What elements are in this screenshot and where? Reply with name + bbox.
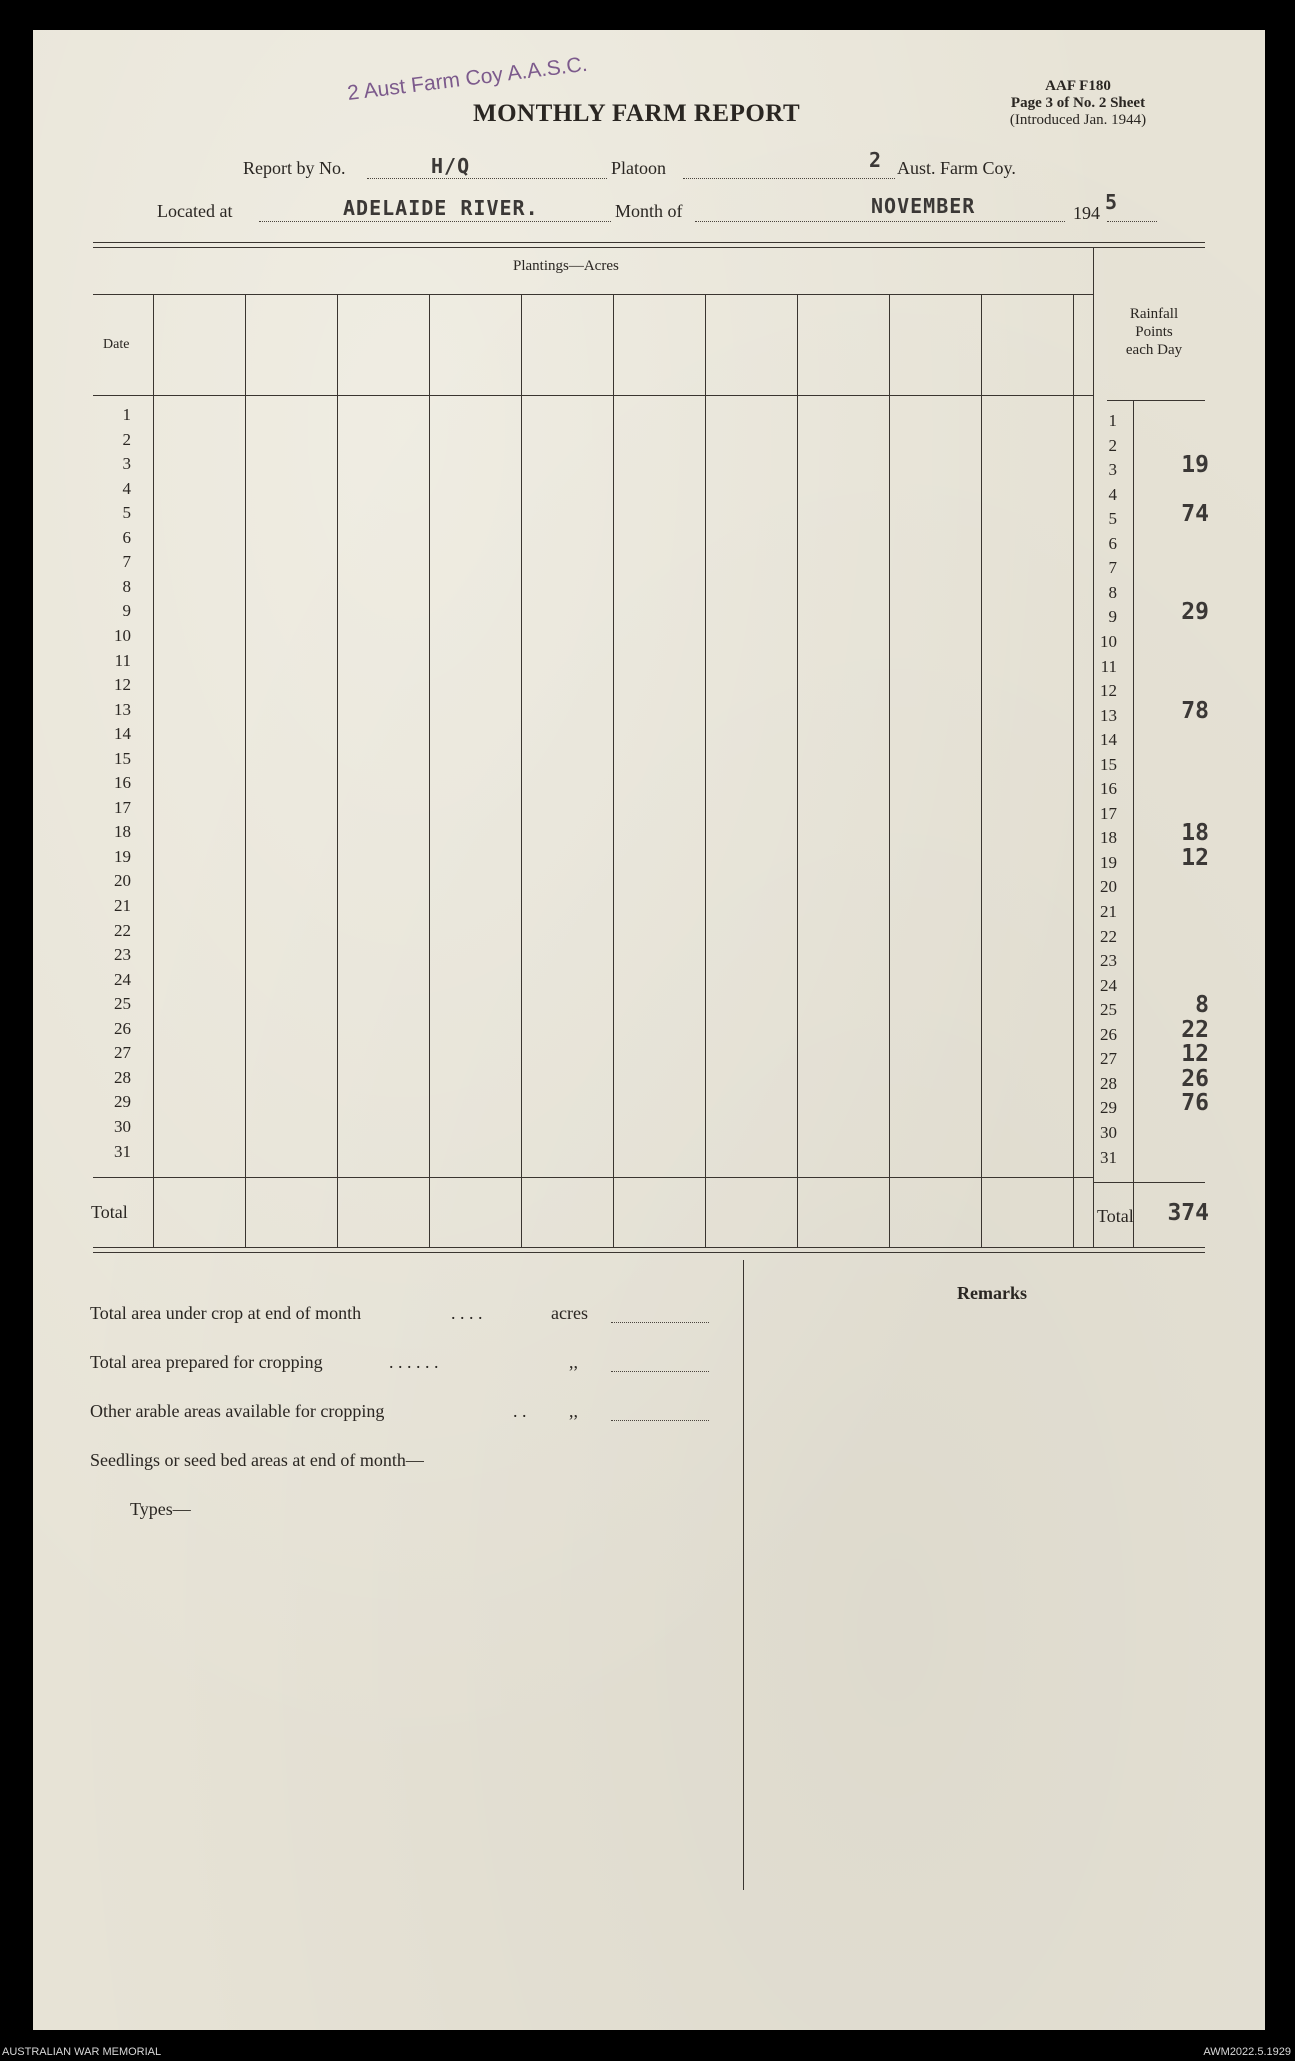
table-bottom-rule-2: [93, 1252, 1205, 1253]
col-line: [521, 294, 522, 1247]
summary-line-2-dots: . . . . . .: [389, 1352, 439, 1372]
plantings-header: Plantings—Acres: [513, 258, 619, 274]
rain-date-row-label: 10: [1100, 631, 1117, 651]
year-prefix: 194: [1073, 203, 1100, 223]
summary-line-3-blank[interactable]: [611, 1420, 709, 1421]
rainfall-value[interactable]: 12: [1181, 1041, 1209, 1068]
rain-date-row-label: 22: [1100, 926, 1117, 946]
rain-date-row-label: 3: [1108, 460, 1117, 480]
rain-date-row-label: 29: [1100, 1098, 1117, 1118]
rain-date-row-label: 23: [1100, 951, 1117, 971]
date-row-label: 28: [114, 1067, 131, 1087]
table-top-rule: [93, 242, 1205, 243]
col-line: [245, 294, 246, 1247]
col-line: [705, 294, 706, 1247]
date-row-label: 13: [114, 699, 131, 719]
summary-line-4: Seedlings or seed bed areas at end of month—: [90, 1450, 424, 1470]
rain-date-row-label: 19: [1100, 852, 1117, 872]
rain-date-row-label: 1: [1108, 411, 1117, 430]
date-row-label: 31: [114, 1141, 131, 1161]
footer-right: AWM2022.5.1929: [1203, 2046, 1291, 2058]
rainfall-value[interactable]: 19: [1181, 452, 1209, 479]
date-header: Date: [103, 337, 130, 352]
date-row-label: 26: [114, 1018, 131, 1038]
summary-line-1-blank[interactable]: [611, 1322, 709, 1323]
rain-date-row-label: 14: [1100, 730, 1117, 750]
form-code: AAF F180: [1045, 78, 1111, 94]
date-row-label: 2: [122, 429, 131, 449]
date-row-label: 29: [114, 1092, 131, 1112]
date-row-label: 12: [114, 675, 131, 695]
header-bottom-rule: [93, 395, 1093, 396]
year-dots: [1107, 221, 1157, 222]
rain-date-row-label: 30: [1100, 1122, 1117, 1142]
rain-date-row-label: 31: [1100, 1147, 1117, 1167]
date-row-label: 1: [122, 405, 131, 424]
located-dots: [259, 221, 611, 222]
date-row-label: 27: [114, 1043, 131, 1063]
rain-date-row-label: 4: [1108, 484, 1117, 504]
rain-total-value[interactable]: 374: [1167, 1200, 1209, 1226]
summary-line-1-unit: acres: [551, 1303, 588, 1323]
rain-date-row-label: 13: [1100, 705, 1117, 725]
rainfall-value[interactable]: 29: [1181, 599, 1209, 626]
rain-date-row-label: 18: [1100, 828, 1117, 848]
date-row-label: 18: [114, 822, 131, 842]
rain-date-row-label: 9: [1108, 607, 1117, 627]
remarks-divider: [743, 1260, 744, 1890]
rain-date-row-label: 20: [1100, 877, 1117, 897]
rainfall-value[interactable]: 18: [1181, 820, 1209, 847]
rain-date-row-label: 11: [1100, 656, 1117, 676]
date-row-label: 21: [114, 896, 131, 915]
summary-line-3-dots: . .: [513, 1401, 527, 1421]
summary-line-3-unit: ,,: [569, 1401, 578, 1421]
rain-date-row-label: 5: [1108, 509, 1117, 529]
col-line: [153, 294, 154, 1247]
date-row-label: 22: [114, 920, 131, 940]
report-by-dots: [367, 178, 607, 179]
unit-stamp: 2 Aust Farm Coy A.A.S.C.: [346, 52, 589, 106]
page-title: MONTHLY FARM REPORT: [473, 100, 801, 127]
rain-total-label: Total: [1097, 1206, 1134, 1226]
rain-date-row-label: 7: [1108, 558, 1117, 578]
rainfall-header: [1099, 305, 1209, 359]
company-label: Aust. Farm Coy.: [897, 158, 1016, 178]
date-row-label: 4: [122, 478, 131, 498]
rainfall-header-line3: each Day: [1125, 342, 1183, 358]
rain-date-row-label: 27: [1100, 1049, 1117, 1069]
total-label: Total: [91, 1202, 128, 1222]
form-page: Page 3 of No. 2 Sheet: [1010, 95, 1146, 111]
summary-line-2-unit: ,,: [569, 1352, 578, 1372]
rain-date-row-label: 2: [1108, 435, 1117, 455]
rain-date-row-label: 24: [1100, 975, 1117, 995]
summary-line-1-dots: . . . .: [451, 1303, 483, 1323]
date-row-label: 24: [114, 969, 131, 989]
date-row-label: 8: [122, 576, 131, 596]
footer-left: AUSTRALIAN WAR MEMORIAL: [2, 2046, 162, 2058]
col-line: [981, 294, 982, 1247]
date-row-label: 23: [114, 945, 131, 965]
rainfall-header-line2: Points: [1135, 324, 1173, 340]
rainfall-value[interactable]: 74: [1181, 501, 1209, 528]
summary-line-1: Total area under crop at end of month: [90, 1303, 362, 1323]
table-top-rule-2: [93, 247, 1205, 248]
rain-date-row-label: 15: [1100, 754, 1117, 774]
rain-date-row-label: 25: [1100, 1000, 1117, 1020]
rain-total-top-rule: [1093, 1182, 1205, 1183]
date-row-label: 7: [122, 552, 131, 572]
rain-date-row-label: 26: [1100, 1024, 1117, 1044]
form-sheet: [33, 30, 1265, 2030]
summary-line-2-blank[interactable]: [611, 1371, 709, 1372]
col-line: [889, 294, 890, 1247]
date-row-label: 11: [114, 650, 131, 670]
located-label: Located at: [157, 201, 233, 221]
rainfall-value[interactable]: 22: [1181, 1016, 1209, 1043]
rain-date-row-label: 12: [1100, 681, 1117, 701]
date-row-label: 15: [114, 748, 131, 768]
rain-date-row-label: 17: [1100, 803, 1117, 823]
located-value[interactable]: ADELAIDE RIVER.: [343, 196, 539, 220]
rain-date-row-label: 16: [1100, 779, 1117, 799]
rainfall-value[interactable]: 12: [1181, 844, 1209, 871]
rain-header-bottom-rule: [1107, 400, 1205, 401]
rainfall-header-line1: Rainfall: [1129, 306, 1179, 322]
platoon-dots: [683, 178, 895, 179]
date-row-label: 16: [114, 773, 131, 793]
rain-date-row-label: 6: [1108, 533, 1117, 553]
rainfall-value[interactable]: 8: [1195, 992, 1209, 1019]
date-row-label: 9: [122, 601, 131, 621]
date-row-label: 14: [114, 724, 131, 744]
total-top-rule: [93, 1177, 1093, 1178]
date-row-label: 5: [122, 503, 131, 523]
date-row-label: 17: [114, 797, 131, 817]
report-by-label: Report by No.: [243, 158, 346, 178]
rain-mid-line: [1133, 400, 1134, 1247]
platoon-label: Platoon: [611, 158, 667, 178]
summary-line-2: Total area prepared for cropping: [90, 1352, 323, 1372]
date-row-label: 3: [122, 454, 131, 474]
date-row-label: 20: [114, 871, 131, 891]
remarks-heading: Remarks: [957, 1283, 1027, 1303]
summary-line-5: Types—: [130, 1499, 191, 1519]
date-row-label: 19: [114, 846, 131, 866]
rain-date-row-label: 8: [1108, 582, 1117, 602]
month-dots: [695, 221, 1065, 222]
rainfall-value[interactable]: 78: [1181, 697, 1209, 724]
report-by-value[interactable]: H/Q: [431, 154, 471, 178]
col-line: [429, 294, 430, 1247]
table-bottom-rule: [93, 1247, 1205, 1248]
date-row-label: 30: [114, 1116, 131, 1136]
plantings-header-rule: [93, 294, 1093, 295]
col-line: [337, 294, 338, 1247]
platoon-value[interactable]: 2: [869, 148, 883, 172]
form-introduced: (Introduced Jan. 1944): [1009, 112, 1147, 128]
col-line: [613, 294, 614, 1247]
date-row-label: 10: [114, 625, 131, 645]
rain-date-row-label: 28: [1100, 1073, 1117, 1093]
summary-line-3: Other arable areas available for cropping: [90, 1401, 385, 1421]
rain-date-row-label: 21: [1100, 902, 1117, 921]
plantings-right-line: [1073, 294, 1074, 1247]
form-code-block: [953, 78, 1203, 129]
year-suffix[interactable]: 5: [1105, 190, 1119, 214]
month-value[interactable]: NOVEMBER: [871, 194, 976, 218]
rainfall-value[interactable]: 76: [1181, 1090, 1209, 1117]
month-label: Month of: [615, 201, 683, 221]
rainfall-value[interactable]: 26: [1181, 1065, 1209, 1092]
date-row-label: 25: [114, 994, 131, 1014]
col-line: [797, 294, 798, 1247]
date-row-label: 6: [122, 527, 131, 547]
